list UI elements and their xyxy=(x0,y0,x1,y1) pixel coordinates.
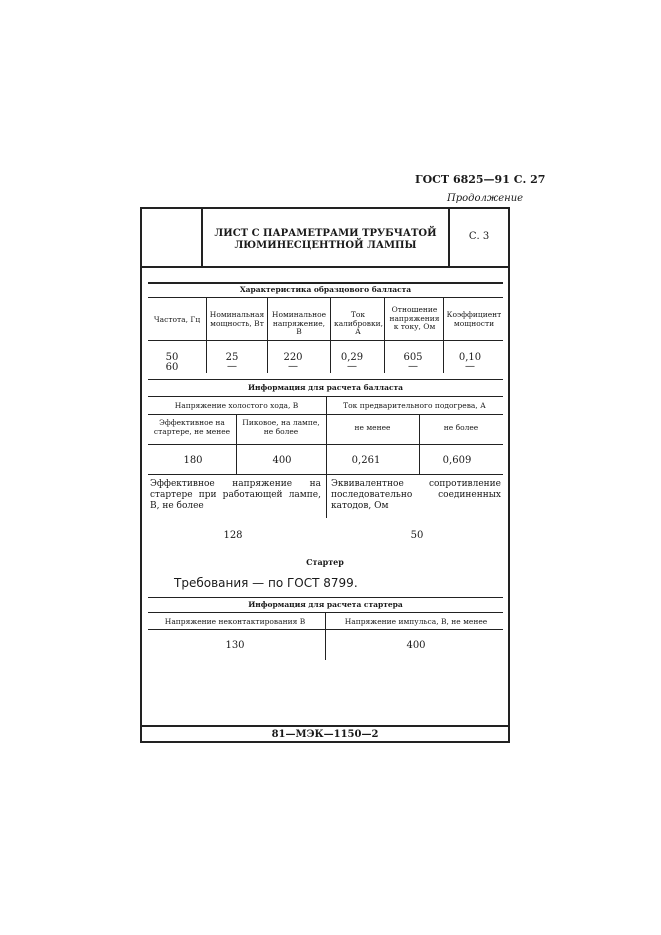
table-cell: — xyxy=(227,361,237,372)
table-cell: 25 xyxy=(225,352,239,363)
starter-column-header: Напряжение импульса, В, не менее xyxy=(344,617,488,626)
table-cell: 605 xyxy=(403,352,423,363)
equivalent-resistance-label: Эквивалентное сопротивление последовательно соединенных катодов, Ом xyxy=(331,479,501,511)
ballast-characteristics-heading: Характеристика образцового балласта xyxy=(239,285,412,294)
effective-voltage-value: 128 xyxy=(223,530,243,541)
sheet-title-line1: ЛИСТ С ПАРАМЕТРАМИ ТРУБЧАТОЙ xyxy=(214,228,437,239)
sheet-page-number: С. 3 xyxy=(468,231,490,242)
ballast-info-heading: Информация для расчета балласта xyxy=(247,383,404,392)
group-header: Ток предварительного подогрева, А xyxy=(343,401,486,410)
footer-code: 81—МЭК—1150—2 xyxy=(271,729,379,740)
effective-voltage-label: Эффективное напряжение на стартере при работающей лампе, В, не более xyxy=(150,479,321,511)
subcolumn-header: не более xyxy=(443,423,479,432)
table-cell: 50 xyxy=(165,352,179,363)
table-cell: — xyxy=(347,361,357,372)
rule xyxy=(148,444,503,445)
table-cell: 0,10 xyxy=(458,352,482,363)
table-cell: 60 xyxy=(165,362,179,373)
starter-heading: Стартер xyxy=(306,557,344,567)
table-cell: — xyxy=(465,361,475,372)
column-header: Ток калибровки, А xyxy=(334,310,384,337)
column-header: Коэффициент мощности xyxy=(446,310,502,328)
sheet-title-line2: ЛЮМИНЕСЦЕНТНОЙ ЛАМПЫ xyxy=(234,240,417,251)
group-header: Напряжение холостого хода, В xyxy=(174,401,299,410)
table-cell: 0,609 xyxy=(442,455,472,466)
table-cell: 0,29 xyxy=(340,352,364,363)
column-header: Отношение напряжения к току, Ом xyxy=(389,305,440,332)
table-cell: 130 xyxy=(225,640,245,651)
rule xyxy=(148,597,503,598)
column-header: Номинальное напряжение, В xyxy=(271,310,327,337)
rule xyxy=(148,340,503,341)
rule xyxy=(148,282,503,284)
rule xyxy=(148,629,503,630)
gost-page-header: ГОСТ 6825—91 С. 27 xyxy=(415,173,546,186)
starter-column-header: Напряжение неконтактирования В xyxy=(164,617,306,626)
continuation-label: Продолжение xyxy=(447,193,524,204)
table-cell: 400 xyxy=(406,640,426,651)
rule xyxy=(148,297,503,298)
column-header: Частота, Гц xyxy=(153,315,201,324)
subcolumn-header: не менее xyxy=(354,423,391,432)
rule xyxy=(148,414,503,415)
table-cell: 400 xyxy=(272,455,292,466)
starter-info-heading: Информация для расчета стартера xyxy=(248,600,403,609)
starter-requirements: Требования — по ГОСТ 8799. xyxy=(174,576,358,590)
table-cell: — xyxy=(408,361,418,372)
equivalent-resistance-value: 50 xyxy=(410,530,424,541)
col-divider xyxy=(325,612,326,660)
subcolumn-header: Пиковое, на лампе, не более xyxy=(242,418,320,436)
col-divider xyxy=(326,474,327,518)
table-cell: 220 xyxy=(283,352,303,363)
table-cell: 0,261 xyxy=(351,455,381,466)
title-bottom-rule xyxy=(142,266,508,268)
table-cell: — xyxy=(288,361,298,372)
table-cell: 180 xyxy=(183,455,203,466)
footer-rule xyxy=(142,725,508,727)
subcolumn-header: Эффективное на стартере, не менее xyxy=(153,418,231,436)
column-header: Номинальная мощность, Вт xyxy=(209,310,265,328)
rule xyxy=(148,379,503,380)
